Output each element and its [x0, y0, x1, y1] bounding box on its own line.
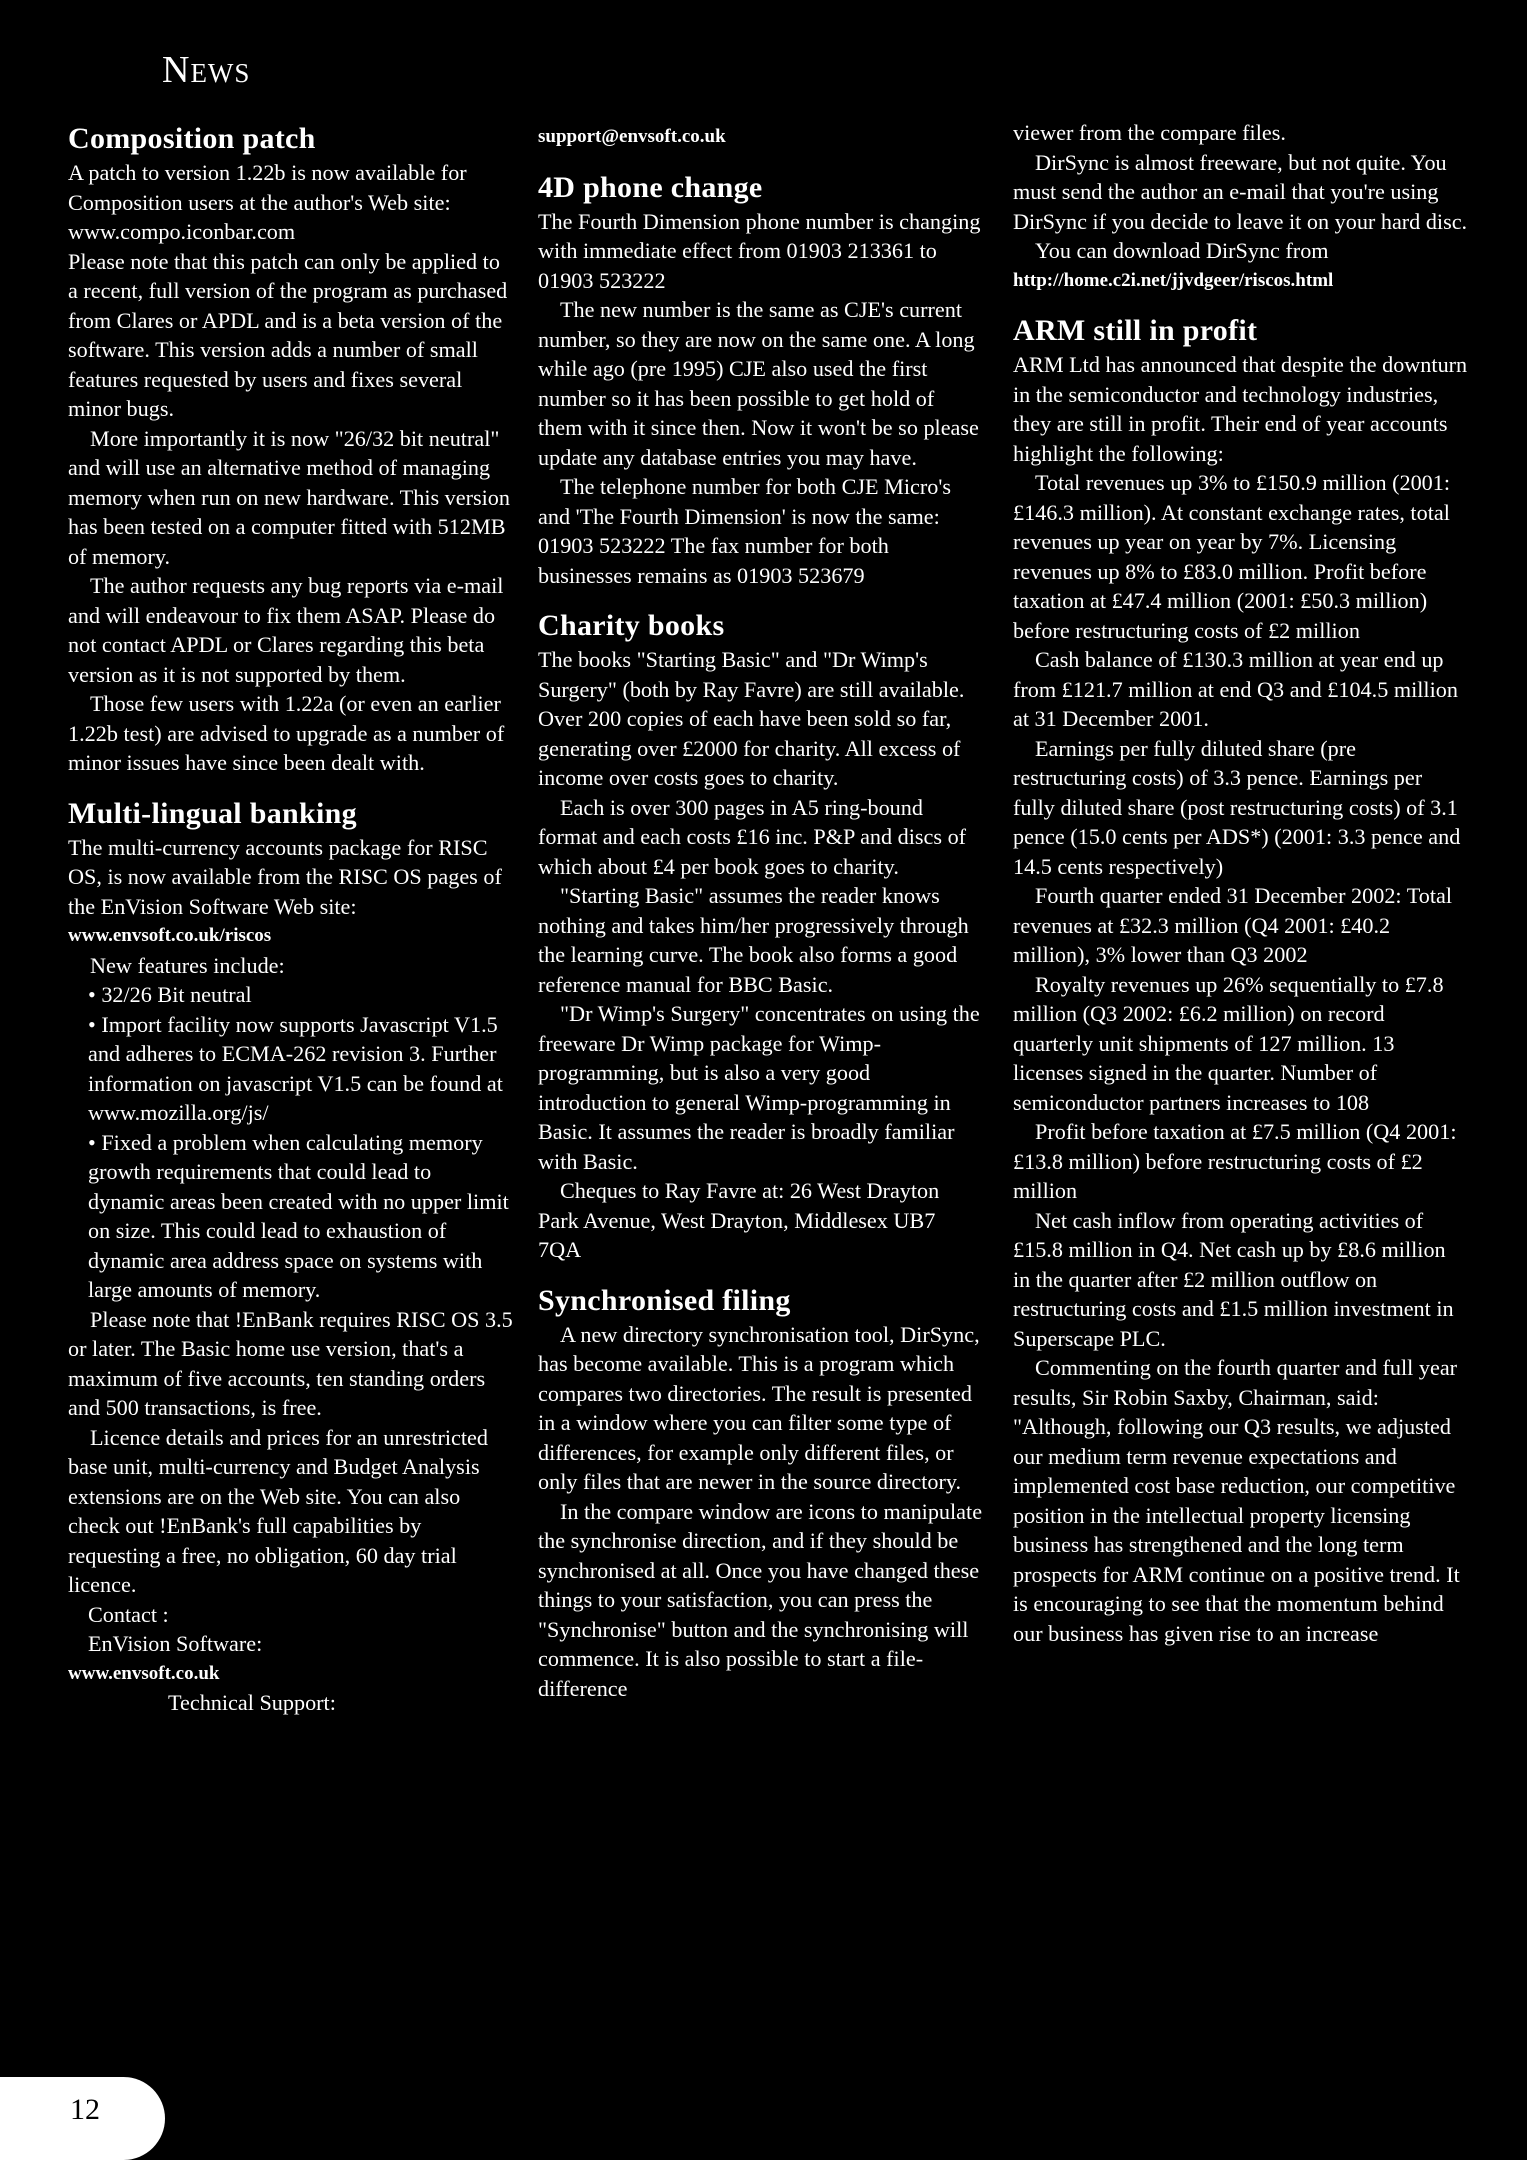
article-heading: Synchronised filing: [538, 1283, 791, 1317]
article-heading: Composition patch: [68, 122, 316, 155]
paragraph: Please note that !EnBank requires RISC OS 3.5 or later. The Basic home use version, that's a maximum of five accounts, ten standing orders and 500 transactions, is free.: [68, 1306, 513, 1420]
paragraph: Total revenues up 3% to £150.9 million (2001: £146.3 million). At constant exchange rates, total revenues up year on year by 7%. Licensing revenues up 8% to £83.0 million. Profit before taxation at £47.4 million (2001: £50.3 million) before restructuring costs of £2 million: [1013, 470, 1451, 643]
paragraph: Commenting on the fourth quarter and full year results, Sir Robin Saxby, Chairman, said: "Although, following our Q3 results, we adjusted our medium term revenue expectations and implemented cost base reduction, our competitive position in the intellectual property licensing business has strengthened and the long term prospects for ARM continue on a positive trend. It is encouraging to see that the momentum behind our business has given rise to an increase: [1013, 1355, 1460, 1646]
article-heading: Charity books: [538, 609, 725, 642]
paragraph: "Dr Wimp's Surgery" concentrates on using the freeware Dr Wimp package for Wimp-programming, but is also a very good introduction to general Wimp-programming in Basic. It assumes the reader is broadly familiar with Basic.: [538, 1001, 980, 1174]
bullet-item: • 32/26 Bit neutral: [88, 982, 252, 1007]
bullet-item: • Import facility now supports Javascript V1.5 and adheres to ECMA-262 revision 3. Further information on javascript V1.5 can be found at www.mozilla.org/js/: [88, 1011, 503, 1125]
paragraph: "Starting Basic" assumes the reader knows nothing and takes him/her progressively through the learning curve. The book also forms a good reference manual for BBC Basic.: [538, 883, 969, 997]
article-heading: 4D phone change: [538, 170, 763, 204]
paragraph: ARM Ltd has announced that despite the downturn in the semiconductor and technology industries, they are still in profit. Their end of year accounts highlight the following:: [1013, 352, 1468, 466]
paragraph: Profit before taxation at £7.5 million (Q4 2001:£13.8 million) before restructuring costs of £2 million: [1013, 1119, 1457, 1203]
column-2: [538, 122, 983, 1703]
paragraph: You can download DirSync from: [1035, 238, 1329, 263]
paragraph: The author requests any bug reports via e-mail and will endeavour to fix them ASAP. Please do not contact APDL or Clares regarding this beta version as it is not supported by them.: [68, 573, 504, 687]
article-heading: Multi-lingual banking: [68, 796, 357, 830]
bullet-item: • Fixed a problem when calculating memory growth requirements that could lead to dynamic areas been created with no upper limit on size. This could lead to exhaustion of dynamic area address space on systems with large amounts of memory.: [88, 1129, 509, 1302]
paragraph: In the compare window are icons to manipulate the synchronise direction, and if they should be synchronised at all. Once you have changed these things to your satisfaction, you can press the "Synchronise" button and the synchronising will commence. It is also possible to start a file-difference: [538, 1498, 983, 1701]
paragraph: The Fourth Dimension phone number is changing with immediate effect from 01903 213361 to 01903 523222: [538, 208, 981, 293]
paragraph: Licence details and prices for an unrestricted base unit, multi-currency and Budget Analysis extensions are on the Web site. You can also check out !EnBank's full capabilities by requesting a free, no obligation, 60 day trial licence.: [68, 1424, 488, 1597]
section-title: News: [162, 49, 251, 91]
paragraph: A patch to version 1.22b is now available for Composition users at the author's Web site:: [68, 160, 467, 215]
paragraph: Cash balance of £130.3 million at year end up from £121.7 million at end Q3 and £104.5 million at 31 December 2001.: [1013, 647, 1458, 731]
paragraph: A new directory synchronisation tool, DirSync, has become available. This is a program which compares two directories. The result is presented in a window where you can filter some type of differences, for example only different files, or only files that are newer in the source directory.: [538, 1321, 980, 1494]
web-address: www.envsoft.co.uk: [68, 1662, 220, 1684]
paragraph: Royalty revenues up 26% sequentially to £7.8 million (Q3 2002: £6.2 million) on record quarterly unit shipments of 127 million. 13 licenses signed in the quarter. Number of semiconductor partners increases to 108: [1013, 971, 1444, 1115]
paragraph: The multi-currency accounts package for RISC OS, is now available from the RISC OS pages of the EnVision Software Web site:: [68, 834, 502, 919]
paragraph: Earnings per fully diluted share (pre restructuring costs) of 3.3 pence. Earnings per fully diluted share (post restructuring costs) of 3.1 pence (15.0 cents per ADS*) (2001: 3.3 pence and 14.5 cents respectively): [1013, 735, 1461, 879]
web-address: www.envsoft.co.uk/riscos: [68, 925, 272, 946]
paragraph: Contact :: [88, 1601, 169, 1627]
column-1: [68, 120, 513, 1718]
paragraph: More importantly it is now "26/32 bit neutral" and will use an alternative method of managing memory when run on new hardware. This version has been tested on a computer fitted with 512MB of memory.: [68, 425, 510, 569]
article-heading: ARM still in profit: [1013, 314, 1258, 347]
paragraph: The new number is the same as CJE's current number, so they are now on the same one. A long while ago (pre 1995) CJE also used the first number so it has been possible to get hold of them with it since then. Now it won't be so please update any database entries you may have.: [538, 297, 979, 470]
page-number: 12: [70, 2093, 100, 2126]
paragraph: EnVision Software:: [88, 1631, 263, 1656]
paragraph: viewer from the compare files.: [1013, 120, 1286, 145]
paragraph: www.compo.iconbar.com: [68, 219, 296, 244]
column-3: [1013, 118, 1468, 1648]
web-address: http://home.c2i.net/jjvdgeer/riscos.html: [1013, 269, 1334, 291]
paragraph: Fourth quarter ended 31 December 2002: Total revenues at £32.3 million (Q4 2001: £40.2 million), 3% lower than Q3 2002: [1013, 883, 1453, 967]
web-address: support@envsoft.co.uk: [538, 126, 726, 147]
paragraph: Each is over 300 pages in A5 ring-bound format and each costs £16 inc. P&P and discs of which about £4 per book goes to charity.: [538, 794, 967, 879]
paragraph: The telephone number for both CJE Micro's and 'The Fourth Dimension' is now the same: 01903 523222 The fax number for both businesses remains as 01903 523679: [538, 474, 951, 588]
paragraph: Those few users with 1.22a (or even an earlier 1.22b test) are advised to upgrade as a number of minor issues have since been dealt with.: [68, 691, 505, 775]
paragraph: Cheques to Ray Favre at: 26 West Drayton Park Avenue, West Drayton, Middlesex UB7 7QA: [538, 1178, 940, 1262]
paragraph: DirSync is almost freeware, but not quite. You must send the author an e-mail that you're using DirSync if you decide to leave it on your hard disc.: [1013, 149, 1468, 234]
paragraph: Net cash inflow from operating activities of £15.8 million in Q4. Net cash up by £8.6 million in the quarter after £2 million outflow on restructuring costs and £1.5 million investment in Superscape PLC.: [1013, 1207, 1454, 1351]
paragraph: New features include:: [90, 952, 285, 978]
paragraph: Technical Support:: [168, 1690, 336, 1715]
paragraph: Please note that this patch can only be applied to a recent, full version of the program as purchased from Clares or APDL and is a beta version of the software. This version adds a number of small features requested by users and fixes several minor bugs.: [68, 248, 508, 421]
paragraph: The books "Starting Basic" and "Dr Wimp's Surgery" (both by Ray Favre) are still available. Over 200 copies of each have been sold so far, generating over £2000 for charity. All excess of income over costs goes to charity.: [538, 647, 965, 790]
